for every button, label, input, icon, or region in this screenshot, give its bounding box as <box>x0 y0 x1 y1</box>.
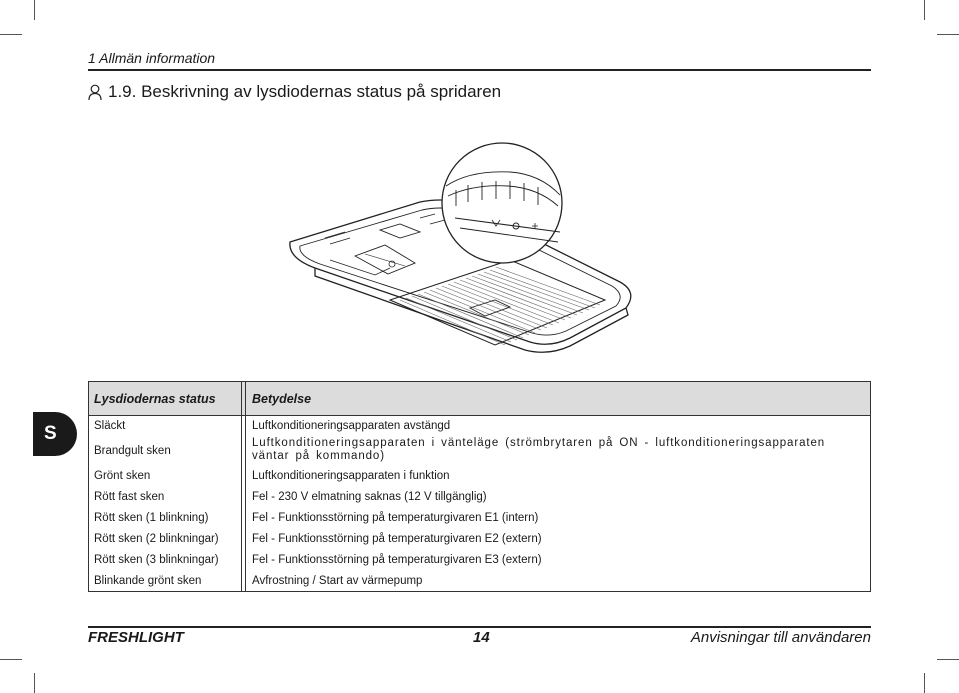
heading-text: 1.9. Beskrivning av lysdiodernas status på spridaren <box>108 82 502 101</box>
footer-rule <box>88 626 871 628</box>
person-icon <box>88 84 102 101</box>
led-status-table <box>88 381 871 592</box>
crop-mark <box>0 659 22 660</box>
air-distributor-illustration <box>270 140 645 375</box>
page-number: 14 <box>473 629 490 646</box>
crop-mark <box>924 673 925 693</box>
crop-mark <box>0 34 22 35</box>
status-cell: Blinkande grönt sken <box>94 575 202 587</box>
table-header <box>89 382 870 416</box>
status-cell: Rött sken (3 blinkningar) <box>94 554 219 566</box>
status-cell: Grönt sken <box>94 470 151 482</box>
meaning-cell: Fel - Funktionsstörning på temperaturgivaren E2 (extern) <box>252 533 542 545</box>
crop-mark <box>937 659 959 660</box>
column-divider <box>241 382 242 591</box>
status-cell: Brandgult sken <box>94 445 171 457</box>
meaning-cell: Fel - Funktionsstörning på temperaturgivaren E1 (intern) <box>252 512 539 524</box>
status-cell: Rött sken (1 blinkning) <box>94 512 209 524</box>
page-heading <box>88 82 501 102</box>
section-title: 1 Allmän information <box>88 50 216 66</box>
footer-product: FRESHLIGHT <box>88 629 184 646</box>
meaning-cell: Avfrostning / Start av värmepump <box>252 575 423 587</box>
crop-mark <box>34 673 35 693</box>
footer-manual-title: Anvisningar till användaren <box>690 629 871 646</box>
status-cell: Rött sken (2 blinkningar) <box>94 533 219 545</box>
status-cell: Rött fast sken <box>94 491 165 503</box>
meaning-cell: Luftkonditioneringsapparaten i funktion <box>252 470 450 482</box>
meaning-cell: Fel - 230 V elmatning saknas (12 V tillgänglig) <box>252 491 487 503</box>
column-divider <box>245 382 246 591</box>
status-cell: Släckt <box>94 420 126 432</box>
crop-mark <box>34 0 35 20</box>
crop-mark <box>937 34 959 35</box>
crop-mark <box>924 0 925 20</box>
language-tab: S <box>33 412 77 456</box>
header-rule <box>88 69 871 71</box>
col-header-meaning: Betydelse <box>252 392 312 406</box>
meaning-cell: Fel - Funktionsstörning på temperaturgivaren E3 (extern) <box>252 554 542 566</box>
col-header-status: Lysdiodernas status <box>94 392 216 406</box>
meaning-cell: Luftkonditioneringsapparaten i vänteläge (strömbrytaren på ON - luftkonditioneringsapparaten väntar på kommando) <box>252 437 826 462</box>
meaning-cell: Luftkonditioneringsapparaten avstängd <box>252 420 451 432</box>
